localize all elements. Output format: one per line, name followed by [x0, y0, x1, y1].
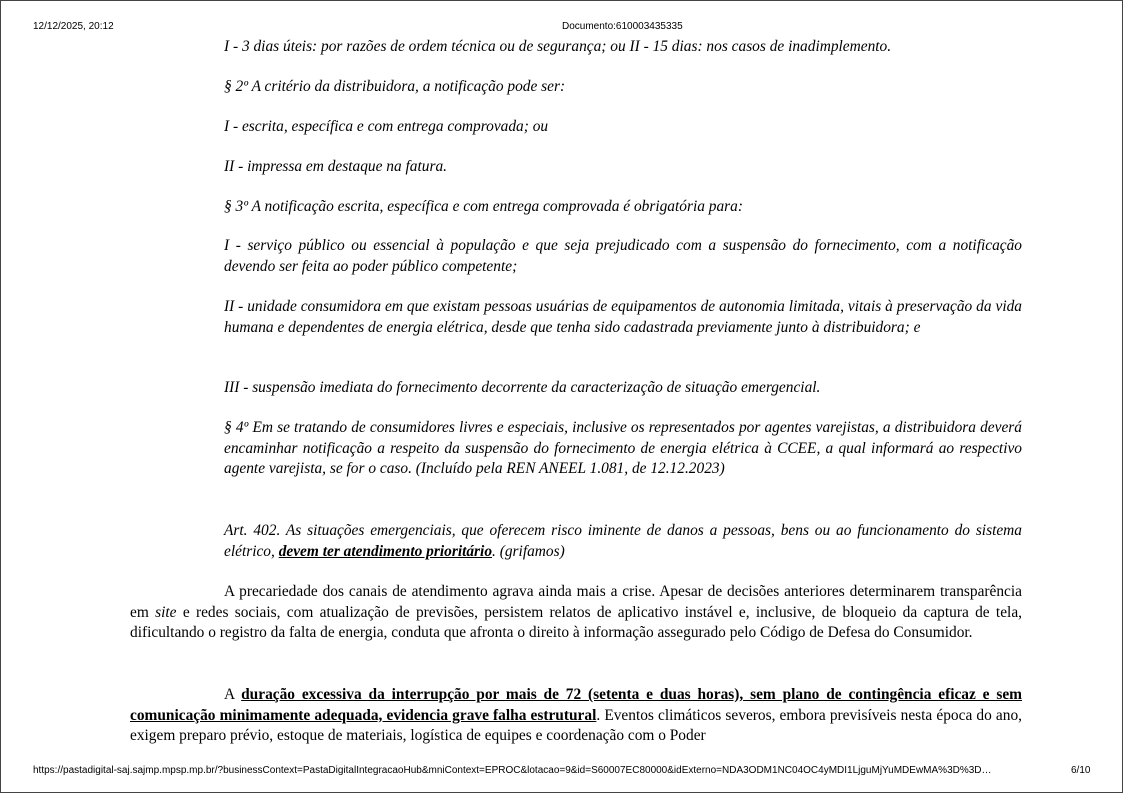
quote-article-402-end: . (grifamos)	[492, 542, 565, 560]
body-paragraph-2-start: A	[224, 686, 242, 703]
body-paragraph-1	[130, 582, 1022, 644]
quote-item-vital-equipment: II - unidade consumidora em que existam pessoas usuárias de equipamentos de autonomia limitada, vitais à preservação da vida humana e dependentes de energia elétrica, desde que tenha sido cadastrada previamente junto à distribuidora; e	[224, 298, 1022, 336]
quote-line-1: I - 3 dias úteis: por razões de ordem técnica ou de segurança; ou II - 15 dias: nos casos de inadimplemento.	[224, 38, 892, 55]
quote-paragraph-4: § 4º Em se tratando de consumidores livres e especiais, inclusive os representados por agentes varejistas, a distribuidora deverá encaminhar notificação a respeito da suspensão do fornecimento de energia elétrica à CCEE, a qual informará ao respectivo agente varejista, se for o caso. (Incluído pela REN ANEEL 1.081, de 12.12.2023)	[224, 419, 1022, 477]
body-paragraph-2-rest: . Eventos climáticos severos, embora previsíveis nesta época do ano, exigem preparo prévio, estoque de materiais, logística de equipes e coordenação com o Poder	[130, 706, 1022, 744]
body-paragraph-1-text: A precariedade dos canais de atendimento agrava ainda mais a crise. Apesar de decisões anteriores determinarem transparência em	[130, 583, 1022, 621]
source-url[interactable]: https://pastadigital-saj.sajmp.mpsp.mp.br/?businessContext=PastaDigitalIntegracaoHub&mniContext=EPROC&lotacao=9&id=S60007EC80000&idExterno=NDA3ODM1NC04OC4yMDI1LjguMjYuMDEwMA%3D%3D…	[33, 765, 992, 776]
emphasis-structural-failure: duração excessiva da interrupção por mais de 72 (setenta e duas horas), sem plano de contingência eficaz e sem comunicação minimamente adequada, evidencia grave falha estrutural	[130, 686, 1022, 724]
quote-item-public-service: I - serviço público ou essencial à população e que seja prejudicado com a suspensão do fornecimento, com a notificação devendo ser feita ao poder público competente;	[224, 237, 1022, 275]
emphasis-priority: devem ter atendimento prioritário	[278, 542, 493, 560]
quote-item-written: I - escrita, específica e com entrega comprovada; ou	[224, 118, 549, 135]
body-site-word: site	[155, 603, 177, 621]
quote-article-402	[224, 521, 1022, 562]
quote-paragraph-3: § 3º A notificação escrita, específica e com entrega comprovada é obrigatória para:	[224, 198, 743, 215]
document-id: Documento:610003435335	[562, 21, 683, 32]
quote-paragraph-2: § 2º A critério da distribuidora, a notificação pode ser:	[224, 78, 566, 95]
body-paragraph-1-rest: e redes sociais, com atualização de previsões, persistem relatos de aplicativo instável e, inclusive, de bloqueio da captura de tela, dificultando o registro da falta de energia, conduta que afronta o direito à informação assegurado pelo Código de Defesa do Consumidor.	[130, 603, 1022, 641]
quote-article-402-text: Art. 402. As situações emergenciais, que oferecem risco iminente de danos a pessoas, bens ou ao funcionamento do sistema elétrico,	[224, 522, 1022, 560]
quote-item-invoice: II - impressa em destaque na fatura.	[224, 158, 447, 175]
quote-item-emergency: III - suspensão imediata do fornecimento decorrente da caracterização de situação emergencial.	[224, 379, 821, 396]
page-number: 6/10	[1071, 765, 1091, 776]
print-timestamp: 12/12/2025, 20:12	[33, 21, 114, 32]
body-paragraph-2	[130, 685, 1022, 747]
